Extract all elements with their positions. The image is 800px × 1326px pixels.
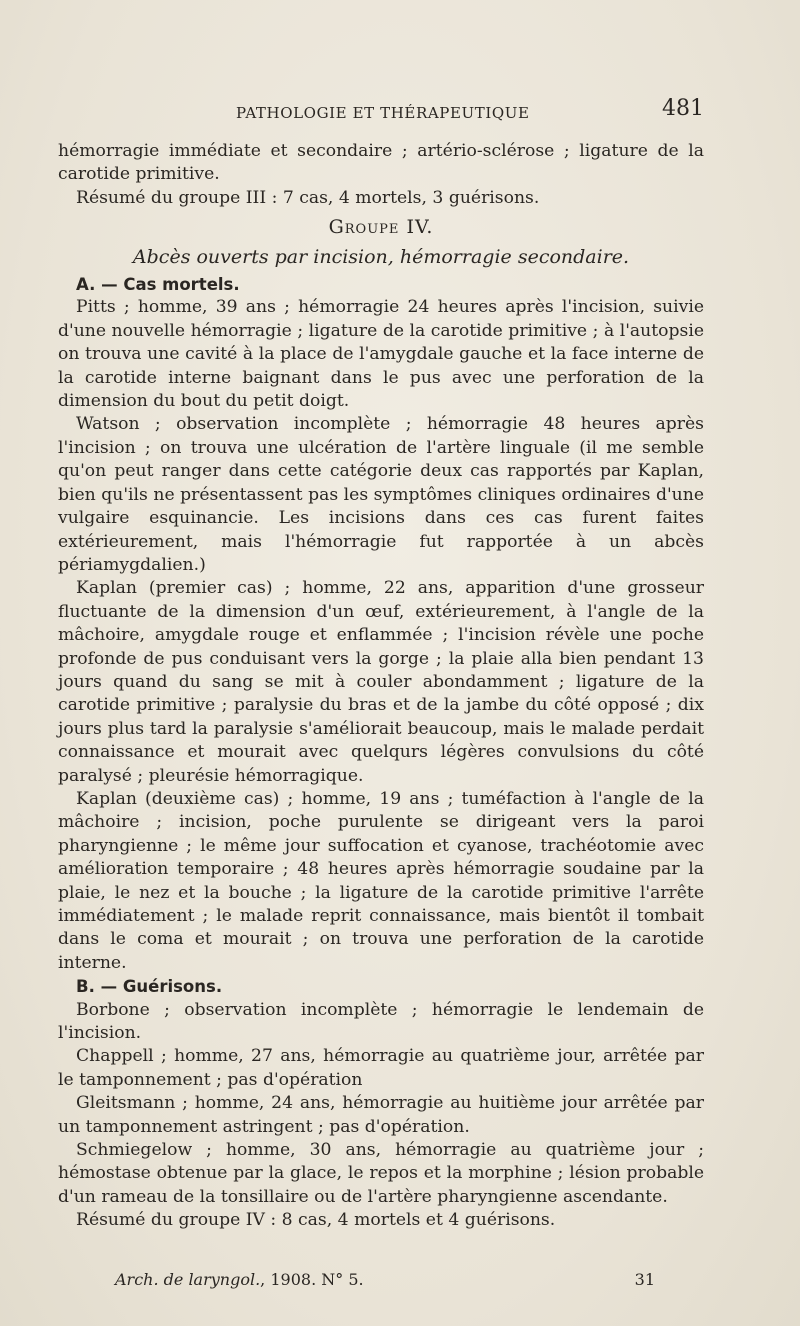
summary-group-iii: Résumé du groupe III : 7 cas, 4 mortels, 3 guérisons. [76, 187, 540, 208]
case-kaplan-2: Kaplan (deuxième cas) ; homme, 19 ans ; tuméfaction à l'angle de la mâchoire ; incision, poche purulente se dirigeant vers la paroi pharyngienne ; le même jour suffocation et cyanose, trachéotomie avec amélioration temporaire ; 48 heures après hémorragie soudaine par la plaie, le nez et la bouche ; la ligature de la carotide primitive l'arrête immédiatement ; le malade reprit connaissance, mais bientôt il tombait dans le coma et mourait ; on trouva une perforation de la carotide interne. [58, 788, 704, 973]
signature-mark: 31 [634, 1270, 655, 1289]
summary-group-iv: Résumé du groupe IV : 8 cas, 4 mortels et 4 guérisons. [76, 1210, 556, 1231]
section-title: Abcès ouverts par incision, hémorragie secondaire. [132, 245, 630, 268]
journal-reference [115, 1270, 364, 1289]
case-gleitsmann: Gleitsmann ; homme, 24 ans, hémorragie au huitième jour arrêtée par un tamponnement astringent ; pas d'opération. [58, 1093, 704, 1137]
case-chappell: Chappell ; homme, 27 ans, hémorragie au quatrième jour, arrêtée par le tamponnement ; pas d'opération [58, 1046, 704, 1090]
case-kaplan-1: Kaplan (premier cas) ; homme, 22 ans, apparition d'une grosseur fluctuante de la dimension d'un œuf, extérieurement, à l'angle de la mâchoire, amygdale rouge et enflammée ; l'incision révèle une poche profonde de pus conduisant vers la gorge ; la plaie alla bien pendant 13 jours quand du sang se mit à couler abondamment ; ligature de la carotide primitive ; paralysie du bras et de la jambe du côté opposé ; dix jours plus tard la paralysie s'améliorait beaucoup, mais le malade perdait connaissance et mourait avec quelqurs légères convulsions du côté paralysé ; pleurésie hémorragique. [58, 578, 704, 786]
subsection-recoveries: B. — Guérisons. [76, 977, 223, 997]
page-footer [115, 1270, 655, 1296]
page-number: 481 [662, 96, 704, 121]
running-head: PATHOLOGIE ET THÉRAPEUTIQUE [236, 104, 530, 122]
page-body [58, 140, 704, 1233]
subsection-mortal-cases: A. — Cas mortels. [76, 275, 240, 295]
case-pitts: Pitts ; homme, 39 ans ; hémorragie 24 heures après l'incision, suivie d'une nouvelle hémorragie ; ligature de la carotide primitive ; à l'autopsie on trouva une cavité à la place de l'amygdale gauche et la face interne de la carotide interne baignant dans le pus avec une perforation de la dimension du bout du petit doigt. [58, 297, 704, 412]
journal-issue: , 1908. N° 5. [260, 1270, 364, 1289]
journal-title: Arch. de laryngol. [115, 1270, 261, 1289]
page-header [58, 96, 704, 130]
paragraph-continuation: hémorragie immédiate et secondaire ; artério-sclérose ; ligature de la carotide primitive. [58, 141, 704, 185]
case-watson: Watson ; observation incomplète ; hémorragie 48 heures après l'incision ; on trouva une ulcération de l'artère linguale (il me semble qu'on peut ranger dans cette catégorie deux cas rapportés par Kaplan, bien qu'ils ne présentassent pas les symptômes cliniques ordinaires d'une vulgaire esquinancie. Les incisions dans ces cas furent faites extérieurement, mais l'hémorragie fut rapportée à un abcès périamygdalien.) [58, 414, 704, 575]
case-schmiegelow: Schmiegelow ; homme, 30 ans, hémorragie au quatrième jour ; hémostase obtenue par la glace, le repos et la morphine ; lésion probable d'un rameau de la tonsillaire ou de l'artère pharyngienne ascendante. [58, 1140, 704, 1207]
group-title: Groupe IV. [328, 216, 434, 239]
case-borbone: Borbone ; observation incomplète ; hémorragie le lendemain de l'incision. [58, 999, 704, 1044]
